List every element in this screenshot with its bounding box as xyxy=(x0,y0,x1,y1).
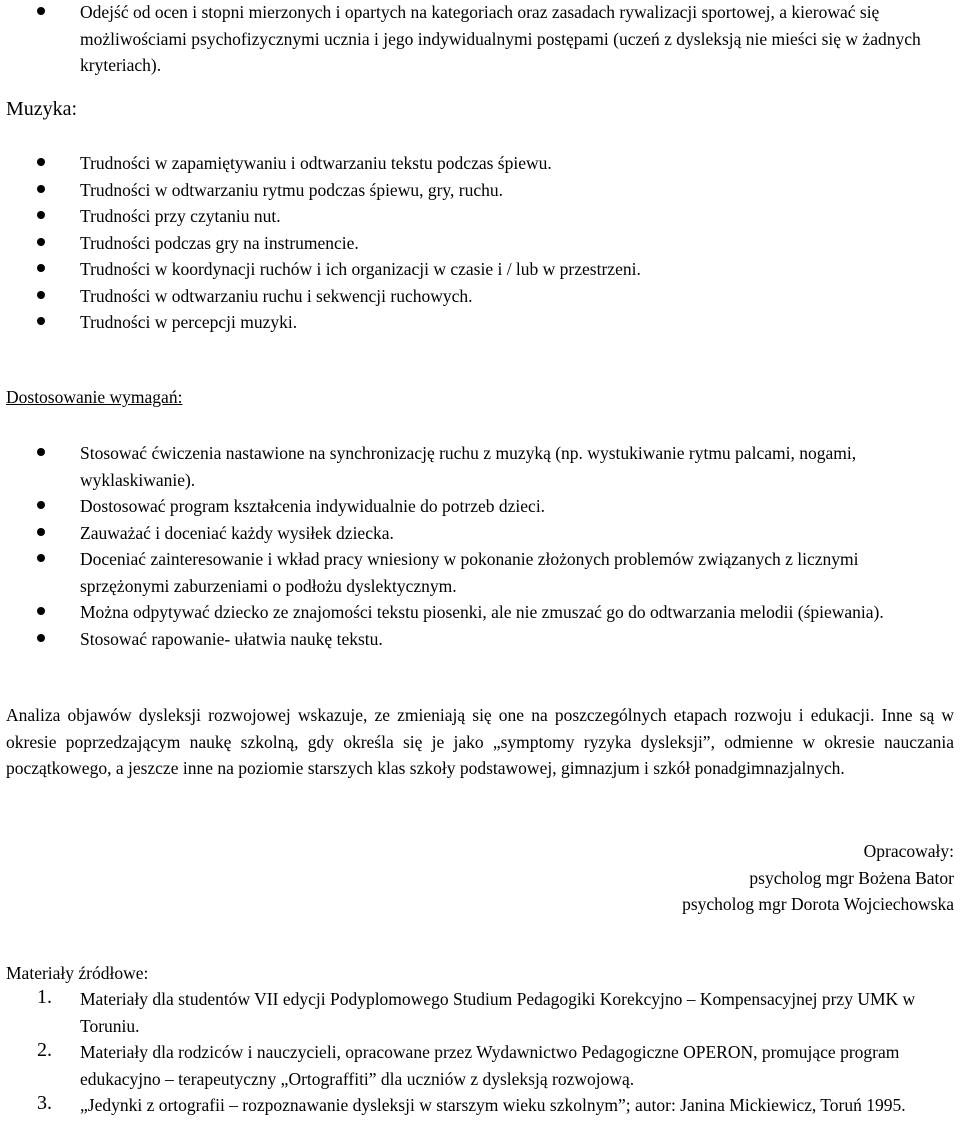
bullet-icon xyxy=(37,238,45,246)
list-item xyxy=(0,283,935,310)
list-item xyxy=(0,256,935,283)
intro-list xyxy=(0,0,935,79)
bullet-icon xyxy=(37,211,45,219)
bullet-icon xyxy=(37,158,45,166)
muzyka-list xyxy=(0,150,935,336)
section-heading-muzyka: Muzyka: xyxy=(6,98,78,120)
list-item xyxy=(0,599,945,626)
author-name: psycholog mgr Dorota Wojciechowska xyxy=(682,894,954,914)
bullet-icon xyxy=(37,501,45,509)
list-item-text: Trudności w percepcji muzyki. xyxy=(80,312,298,332)
list-item-text: Trudności w zapamiętywaniu i odtwarzaniu tekstu podczas śpiewu. xyxy=(80,153,552,173)
list-item-text: Trudności w odtwarzaniu rytmu podczas śpiewu, gry, ruchu. xyxy=(80,179,503,200)
sources-heading: Materiały źródłowe: xyxy=(6,963,149,983)
intro-list-item xyxy=(0,0,935,79)
list-item-text: Można odpytywać dziecko ze znajomości tekstu piosenki, ale nie zmuszać go do odtwarzania melodii (śpiewania). xyxy=(80,602,884,622)
bullet-icon xyxy=(37,448,45,456)
author-name: psycholog mgr Bożena Bator xyxy=(749,867,954,888)
source-item xyxy=(0,1092,940,1119)
list-item-text: Stosować ćwiczenia nastawione na synchronizację ruchu z muzyką (np. wystukiwanie rytmu palcami, nogami, wyklaskiwanie). xyxy=(80,443,857,490)
bullet-icon xyxy=(37,7,45,15)
source-item xyxy=(0,1039,940,1092)
bullet-icon xyxy=(37,607,45,615)
section-heading-dostosowanie: Dostosowanie wymagań: xyxy=(6,387,183,407)
signature-block xyxy=(682,838,954,918)
list-item-text: Stosować rapowanie- ułatwia naukę tekstu. xyxy=(80,628,383,649)
list-item xyxy=(0,230,935,257)
list-item-text: Trudności w koordynacji ruchów i ich organizacji w czasie i / lub w przestrzeni. xyxy=(80,259,641,279)
list-item-text: Zauważać i doceniać każdy wysiłek dziecka. xyxy=(80,522,394,543)
source-text: Materiały dla studentów VII edycji Podyplomowego Studium Pedagogiki Korekcyjno – Kompensacyjnej przy UMK w Toruniu. xyxy=(80,989,916,1036)
bullet-icon xyxy=(37,264,45,272)
list-item xyxy=(0,626,945,653)
source-text: Materiały dla rodziców i nauczycieli, opracowane przez Wydawnictwo Pedagogiczne OPERON, promujące program edukacyjno – terapeutyczny „Ortograffiti” dla uczniów z dysleksją rozwojową. xyxy=(80,1042,900,1089)
list-item xyxy=(0,309,935,336)
analysis-paragraph: Analiza objawów dysleksji rozwojowej wskazuje, ze zmieniają się one na poszczególnych etapach rozwoju i edukacji. Inne są w okresie poprzedzającym naukę szkolną, gdy określa się je jako „symptomy ryzyka dysleksji”, odmienne w okresie nauczania początkowego, a jeszcze inne na poziomie starszych klas szkoły podstawowej, gimnazjum i szkół ponadgimnazjalnych. xyxy=(6,705,954,778)
source-item xyxy=(0,986,940,1039)
source-text: „Jedynki z ortografii – rozpoznawanie dysleksji w starszym wieku szkolnym”; autor: Janina Mickiewicz, Toruń 1995. xyxy=(80,1095,906,1115)
list-item xyxy=(0,546,945,599)
list-item-text: Trudności w odtwarzaniu ruchu i sekwencji ruchowych. xyxy=(80,285,473,306)
bullet-icon xyxy=(37,554,45,562)
list-item-text: Trudności podczas gry na instrumencie. xyxy=(80,232,359,253)
bullet-icon xyxy=(37,634,45,642)
list-item-text: Dostosować program kształcenia indywidualnie do potrzeb dzieci. xyxy=(80,496,546,516)
list-item-text: Doceniać zainteresowanie i wkład pracy wniesiony w pokonanie złożonych problemów związanych z licznymi sprzężonymi zaburzeniami o podłożu dyslektycznym. xyxy=(80,549,859,596)
dostosowanie-list xyxy=(0,440,945,652)
list-item xyxy=(0,520,945,547)
signature-label: Opracowały: xyxy=(863,841,954,861)
list-item xyxy=(0,177,935,204)
list-item-text: Trudności przy czytaniu nut. xyxy=(80,206,281,226)
list-item xyxy=(0,150,935,177)
list-item xyxy=(0,203,935,230)
source-number: 2. xyxy=(37,1039,52,1061)
sources-list xyxy=(0,986,940,1119)
source-number: 3. xyxy=(37,1092,52,1114)
bullet-icon xyxy=(37,291,45,299)
list-item xyxy=(0,440,945,493)
bullet-icon xyxy=(37,185,45,193)
intro-text: Odejść od ocen i stopni mierzonych i opartych na kategoriach oraz zasadach rywalizacji sportowej, a kierować się możliwościami psychofizycznymi ucznia i jego indywidualnymi postępami (uczeń z dysleksją nie mieści się w żadnych kryteriach). xyxy=(80,2,921,75)
list-item xyxy=(0,493,945,520)
bullet-icon xyxy=(37,528,45,536)
bullet-icon xyxy=(37,317,45,325)
source-number: 1. xyxy=(37,986,52,1008)
